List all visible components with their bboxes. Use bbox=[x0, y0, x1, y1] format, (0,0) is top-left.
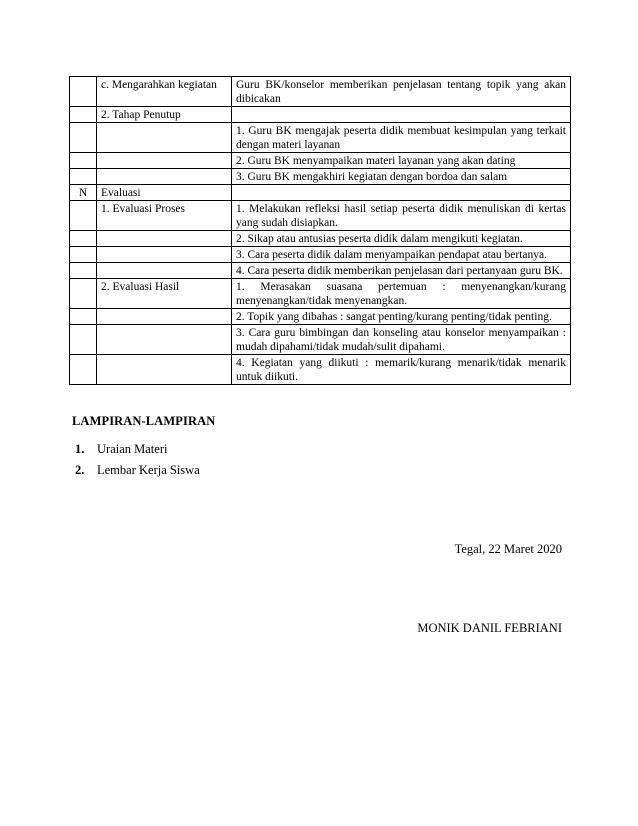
cell-activity: 2. Topik yang dibahas : sangat penting/kurang penting/tidak penting. bbox=[232, 309, 571, 325]
cell-activity: 2. Guru BK menyampaikan materi layanan yang akan dating bbox=[232, 153, 571, 169]
cell-stage: 2. Evaluasi Hasil bbox=[97, 279, 232, 309]
cell-number bbox=[70, 355, 97, 385]
cell-stage bbox=[97, 153, 232, 169]
cell-stage bbox=[97, 231, 232, 247]
cell-stage bbox=[97, 263, 232, 279]
cell-activity: 1. Guru BK mengajak peserta didik membuat kesimpulan yang terkait dengan materi layanan bbox=[232, 123, 571, 153]
cell-activity: 3. Guru BK mengakhiri kegiatan dengan bordoa dan salam bbox=[232, 169, 571, 185]
cell-activity: 2. Sikap atau antusias peserta didik dalam mengikuti kegiatan. bbox=[232, 231, 571, 247]
table-row bbox=[70, 107, 571, 123]
cell-activity: Guru BK/konselor memberikan penjelasan tentang topik yang akan dibicakan bbox=[232, 77, 571, 107]
cell-activity bbox=[232, 107, 571, 123]
cell-stage bbox=[97, 247, 232, 263]
list-number: 2. bbox=[75, 463, 85, 477]
cell-number bbox=[70, 107, 97, 123]
cell-activity: 3. Cara guru bimbingan dan konseling atau konselor menyampaikan : mudah dipahami/tidak mudah/sulit dipahami. bbox=[232, 325, 571, 355]
cell-stage: 2. Tahap Penutup bbox=[97, 107, 232, 123]
cell-number bbox=[70, 201, 97, 231]
table-row bbox=[70, 247, 571, 263]
cell-number bbox=[70, 169, 97, 185]
cell-number: N bbox=[70, 185, 97, 201]
cell-number bbox=[70, 123, 97, 153]
cell-number bbox=[70, 325, 97, 355]
cell-number bbox=[70, 77, 97, 107]
table-row bbox=[70, 201, 571, 231]
table-row bbox=[70, 309, 571, 325]
table-row bbox=[70, 153, 571, 169]
table-row bbox=[70, 169, 571, 185]
cell-stage bbox=[97, 325, 232, 355]
cell-stage: c. Mengarahkan kegiatan bbox=[97, 77, 232, 107]
cell-activity: 1. Melakukan refleksi hasil setiap peserta didik menuliskan di kertas yang sudah disiapkan. bbox=[232, 201, 571, 231]
cell-number bbox=[70, 263, 97, 279]
signer-name: MONIK DANIL FEBRIANI bbox=[417, 621, 562, 635]
rpl-table bbox=[69, 76, 571, 385]
attachments-list bbox=[75, 442, 200, 484]
cell-number bbox=[70, 247, 97, 263]
table-row bbox=[70, 77, 571, 107]
table-row bbox=[70, 263, 571, 279]
attachments-heading: LAMPIRAN-LAMPIRAN bbox=[72, 414, 216, 428]
table-row bbox=[70, 123, 571, 153]
cell-activity bbox=[232, 185, 571, 201]
cell-activity: 4. Kegiatan yang diikuti : memarik/kurang menarik/tidak menarik untuk diikuti. bbox=[232, 355, 571, 385]
table-row bbox=[70, 325, 571, 355]
cell-stage: Evaluasi bbox=[97, 185, 232, 201]
cell-activity: 1. Merasakan suasana pertemuan : menyenangkan/kurang menyenangkan/tidak menyenangkan. bbox=[232, 279, 571, 309]
cell-number bbox=[70, 309, 97, 325]
cell-activity: 3. Cara peserta didik dalam menyampaikan pendapat atau bertanya. bbox=[232, 247, 571, 263]
place-date: Tegal, 22 Maret 2020 bbox=[454, 542, 562, 556]
cell-stage bbox=[97, 309, 232, 325]
cell-number bbox=[70, 153, 97, 169]
list-number: 1. bbox=[75, 442, 85, 456]
cell-stage bbox=[97, 355, 232, 385]
cell-stage bbox=[97, 169, 232, 185]
table-row bbox=[70, 231, 571, 247]
table-row bbox=[70, 355, 571, 385]
cell-number bbox=[70, 231, 97, 247]
cell-stage: 1. Evaluasi Proses bbox=[97, 201, 232, 231]
list-item bbox=[75, 463, 200, 484]
cell-number bbox=[70, 279, 97, 309]
list-item bbox=[75, 442, 200, 463]
list-text: Lembar Kerja Siswa bbox=[97, 463, 200, 477]
table-row bbox=[70, 279, 571, 309]
cell-stage bbox=[97, 123, 232, 153]
cell-activity: 4. Cara peserta didik memberikan penjelasan dari pertanyaan guru BK. bbox=[232, 263, 571, 279]
list-text: Uraian Materi bbox=[97, 442, 168, 456]
table-row bbox=[70, 185, 571, 201]
